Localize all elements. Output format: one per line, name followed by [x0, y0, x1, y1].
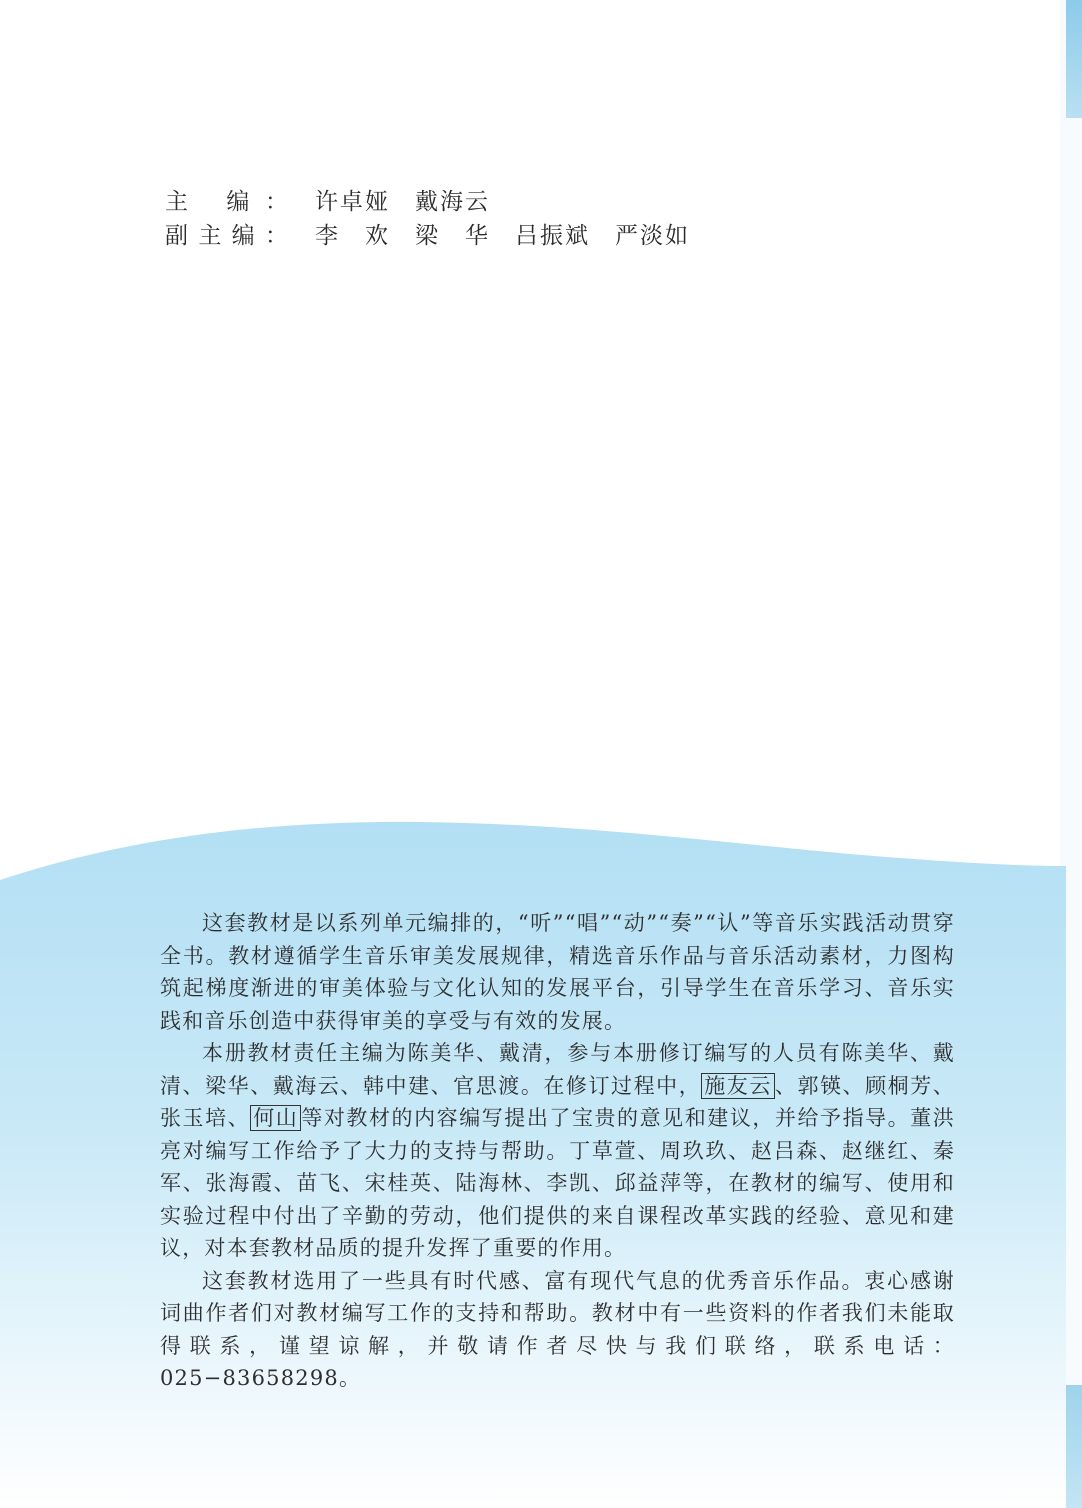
edge-tab-bottom	[1066, 1385, 1082, 1508]
acknowledgement-text	[160, 907, 955, 1395]
paragraph-contributors: 本册教材责任主编为陈美华、戴清，参与本册修订编写的人员有陈美华、戴清、梁华、戴海云、韩中建、官思渡。在修订过程中， 施友云 、郭锳、顾桐芳、张玉培、 何山 等对教材的内容编写提出了宝贵的意见和建议，并给予指导。董洪亮对编写工作给予了大力的支持与帮助。丁草萱、周玖玖、赵吕森、赵继红、秦军、张海霞、苗飞、宋桂英、陆海林、李凯、邱益萍等，在教材的编写、使用和实验过程中付出了辛勤的劳动，他们提供的来自课程改革实践的经验、意见和建议，对本套教材品质的提升发挥了重要的作用。	[160, 1041, 955, 1260]
paragraph-thanks: 这套教材选用了一些具有时代感、富有现代气息的优秀音乐作品。衷心感谢词曲作者们对教材编写工作的支持和帮助。教材中有一些资料的作者我们未能取得联系，谨望谅解，并敬请作者尽快与我们联络，联系电话：025−83658298。	[160, 1268, 955, 1390]
credit-row-deputy-editor	[165, 219, 690, 253]
credit-names: 许卓娅 戴海云	[315, 189, 490, 215]
credit-role: 主 编：	[165, 189, 290, 215]
paragraph-intro: 这套教材是以系列单元编排的，“听”“唱”“动”“奏”“认”等音乐实践活动贯穿全书。教材遵循学生音乐审美发展规律，精选音乐作品与音乐活动素材，力图构筑起梯度渐进的审美体验与文化认知的发展平台，引导学生在音乐学习、音乐实践和音乐创造中获得审美的享受与有效的发展。	[160, 911, 955, 1033]
boxed-name: 何山	[250, 1105, 301, 1131]
edge-tab-top	[1066, 0, 1082, 118]
credit-role: 副主编：	[165, 223, 290, 249]
credit-row-chief-editor	[165, 185, 690, 219]
credit-names: 李 欢 梁 华 吕振斌 严淡如	[315, 223, 690, 249]
boxed-name: 施友云	[701, 1073, 775, 1099]
editor-credits	[165, 185, 690, 253]
